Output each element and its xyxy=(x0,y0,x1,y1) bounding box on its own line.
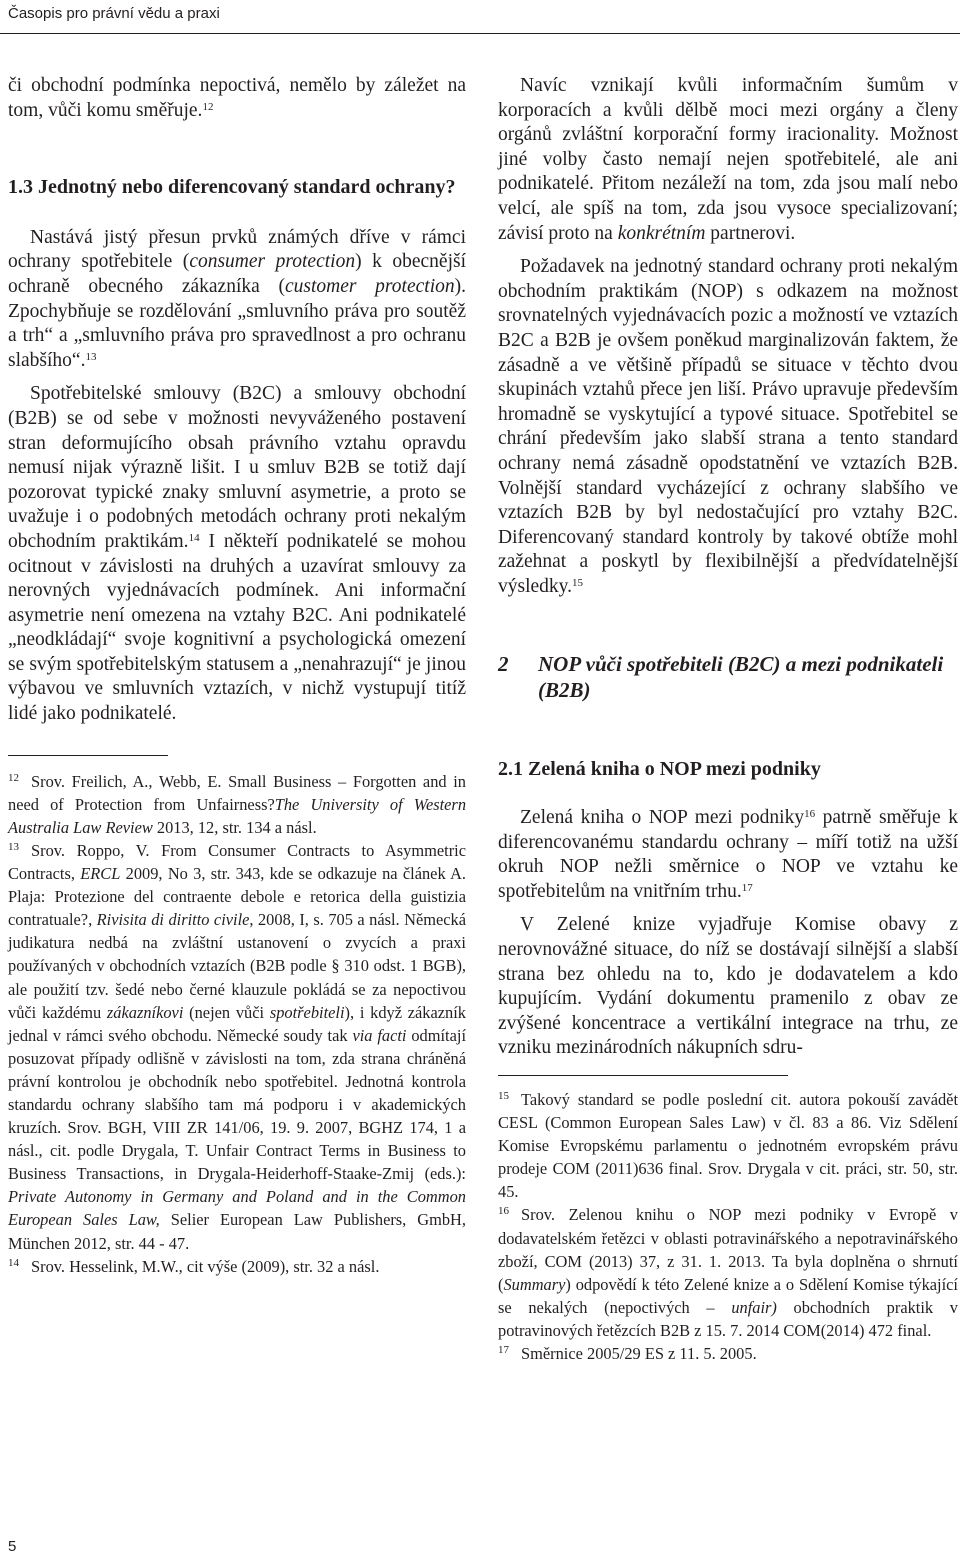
right-column xyxy=(498,74,958,1365)
footnote-ref-12[interactable]: 12 xyxy=(202,100,214,113)
section-heading-2 xyxy=(498,651,958,703)
footnote-13: $^{13}$ Srov. Roppo, V. From Consumer Contracts to Asymmetric Contracts, ERCL 2009, No 3, str. 343, kde se odkazuje na článek A. Plaja: Protezione del contraente debole e retorica della guistizia contratuale?, Rivisita di diritto civile, 2008, I, s. 705 a násl. Německá judikatura nedbá na zvláštní ustanovení o zvycích a praxi používaných v obchodních vztazích (B2B podle § 310 odst. 1 BGB), ale použití tzv. šedé nebo černé klauzule pokládá se za nepoctivou vůči každému zákazníkovi (nejen vůči spotřebiteli), i když zákazník jednal v rámci svého obchodu. Německé soudy tak via facti odmítají posuzovat případy odlišně v závislosti na tom, zda strana chráněná právní kontrolou je obchodník nebo spotřebitel. Jednotná kontrola standardu ochrany slabšího tam má podporu i v akademických kruzích. Srov. BGH, VIII ZR 141/06, 19. 9. 2007, BGHZ 174, 1 a násl., cit. podle Drygala, T. Unfair Contract Terms in Business to Business Transactions, in Drygala-Heiderhoff-Staake-Zmij (eds.): Private Autonomy in Germany and Poland and in the Common European Sales Law, Selier European Law Publishers, GmbH, München 2012, str. 44 - 47. xyxy=(8,840,467,1253)
footnote-rule xyxy=(8,755,168,756)
footnote-14: $^{14}$ Srov. Hesselink, M.W., cit výše (2009), str. 32 a násl. xyxy=(8,1256,380,1276)
paragraph: Navíc vznikají kvůli informačním šumům v korporacích a kvůli dělbě moci mezi orgány a členy orgánů zvláštní korporační formy iracionality. Možnost jiné volby často nemají nejen spotřebitelé, ale ani podnikatelé. Přitom nezáleží na tom, zda jsou malí nebo velcí, ale spíš na tom, zda jsou vysoce specializovaní; závisí proto na konkrétním partnerovi. xyxy=(498,75,958,244)
paragraph: Spotřebitelské smlouvy (B2C) a smlouvy obchodní (B2B) se od sebe v možnosti nevyváženého postavení stran deformujícího obsah právního vztahu opravdu nemusí nijak výrazně lišit. I u smluv B2B se totiž dají pozorovat typické znaky smluvní asymetrie, a proto se uvažuje i o podobných metodách ochrany proti nekalým obchodním praktikám.$^{14}$ I někteří podnikatelé se mohou ocitnout v závislosti na druhých a uzavírat smlouvy za nerovných vyjednávacích podmínek. Ani informační asymetrie není omezena na vztahy B2C. Ani podnikatelé „neodkládají“ svoje kognitivní a psychologická omezení se svým spotřebitelským statusem a „nenahrazují“ je jinou výbavou ve smluvních vztazích, v nichž vystupují titíž lidé jako podnikatelé. xyxy=(8,383,466,725)
subsection-heading-1-3: 1.3 Jednotný nebo diferencovaný standard ochrany? xyxy=(8,176,456,199)
page-number: 5 xyxy=(8,1538,17,1555)
paragraph: Nastává jistý přesun prvků známých dříve v rámci ochrany spotřebitele (consumer protection) k obecnější ochraně obecného zákazníka (customer protection). Zpochybňuje se rozdělování „smluvního práva pro soutěž a trh“ a „smluvního práva pro spravedlnost a pro ochranu slabšího“.$^{13}$ xyxy=(8,226,467,371)
running-head xyxy=(0,0,960,36)
footnote-ref-16[interactable]: 16 xyxy=(804,808,816,821)
footnotes-right xyxy=(498,1088,958,1365)
footnote-15: $^{15}$ Takový standard se podle poslední cit. autora pokouší zavádět CESL (Common European Sales Law) v čl. 83 a 86. Viz Sdělení Komise Evropskému parlamentu o jednotném evropském právu prodeje COM (2011)636 final. Srov. Drygala v cit. práci, str. 50, str. 45. xyxy=(498,1090,958,1202)
section-title: NOP vůči spotřebiteli (B2C) a mezi podnikateli (B2B) xyxy=(538,652,944,703)
paragraph: V Zelené knize vyjadřuje Komise obavy z nerovnovážné situace, do níž se dostávají silnější a slabší strana bez ohledu na to, kdo je dodavatelem a kdo kupujícím. Vydání dokumentu pramenilo z obav ze zvýšené koncentrace a vertikální integrace na trhu, ze vzniku mezinárodních nákupních sdru- xyxy=(498,914,958,1059)
paragraph: Požadavek na jednotný standard ochrany proti nekalým obchodním praktikám (NOP) s odkazem na možnost srovnatelných vyjednávacích pozic a možností ve vztazích B2C a B2B je ovšem poněkud marginalizován faktem, že zásadně a ve většině případů se situace v těchto dvou skupinách vztahů přece jen liší. Právo upravuje především hromadně se vyskytující a typové situace. Spotřebitel se chrání především jako slabší strana a tento standard ochrany nemá zásadně opodstatnění ve vztazích B2B. Volnější standard vycházející z ochrany slabšího ve vztazích B2B by byl nedostačující pro vztahy B2C. Diferencovaný standard kontroly by takové obtíže mohl zažehnat a poskytl by flexibilnější a předvídatelnější výsledky.$^{15}$ xyxy=(498,256,958,597)
footnote-ref-14[interactable]: 14 xyxy=(188,531,200,544)
footnote-ref-15[interactable]: 15 xyxy=(572,576,584,589)
paragraph-continuation: či obchodní podmínka nepoctivá, nemělo by záležet na tom, vůči komu směřuje.$^{12}$ xyxy=(8,75,466,121)
footnote-12: $^{12}$ Srov. Freilich, A., Webb, E. Small Business – Forgotten and in need of Protection from Unfairness?The University of Western Australia Law Review 2013, 12, str. 134 a násl. xyxy=(8,771,467,837)
footnote-16: $^{16}$ Srov. Zelenou knihu o NOP mezi podniky v Evropě v dodavatelském řetězci v oblasti potravinářského a nepotravinářského zboží, COM (2013) 37, z 31. 1. 2013. Ta byla doplněna o shrnutí (Summary) odpovědí k této Zelené knize a o Sdělení Komise týkající se nekalých (nepoctivých – unfair) obchodních praktik v potravinových řetězcích B2B z 15. 7. 2014 COM(2014) 472 final. xyxy=(498,1205,958,1340)
footnote-rule xyxy=(498,1075,788,1076)
footnote-ref-13[interactable]: 13 xyxy=(85,350,97,363)
paragraph: Zelená kniha o NOP mezi podniky$^{16}$ patrně směřuje k diferencovanému standardu ochrany – míří totiž na užší okruh NOP nežli směrnice o NOP ve vztahu ke spotřebitelům na vnitřním trhu.$^{17}$ xyxy=(498,807,958,902)
section-number: 2 xyxy=(498,652,509,677)
subsection-heading-2-1: 2.1 Zelená kniha o NOP mezi podniky xyxy=(498,758,821,781)
journal-title: Časopis pro právní vědu a praxi xyxy=(8,5,220,22)
header-rule xyxy=(0,33,960,34)
footnote-ref-17[interactable]: 17 xyxy=(741,881,753,894)
footnotes-left xyxy=(8,770,466,1278)
footnote-17: $^{17}$ Směrnice 2005/29 ES z 11. 5. 2005. xyxy=(498,1344,757,1364)
left-column xyxy=(8,74,466,1278)
